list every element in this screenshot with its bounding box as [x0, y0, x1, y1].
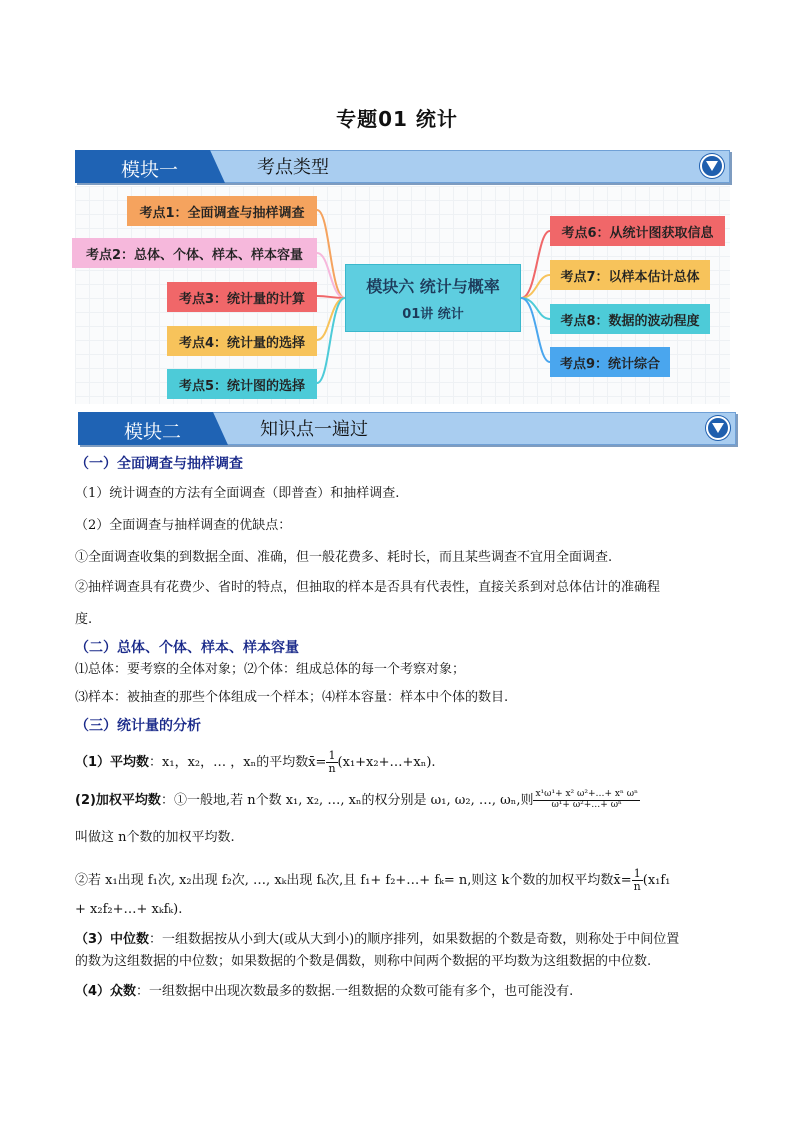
section-heading-3: （三）统计量的分析	[75, 718, 201, 734]
fraction	[632, 868, 643, 893]
fraction	[533, 790, 640, 811]
topic-node-9: 考点9：统计综合	[550, 347, 670, 377]
mind-map	[75, 186, 730, 404]
module-banner-2	[78, 412, 736, 445]
paragraph: （1）统计调查的方法有全面调查（即普查）和抽样调查.	[75, 486, 400, 501]
mean-definition	[75, 750, 735, 775]
section-heading-1: （一）全面调查与抽样调查	[75, 456, 243, 472]
topic-node-4: 考点4：统计量的选择	[167, 326, 317, 356]
denominator: ω¹+ ω²+…+ ωⁿ	[551, 799, 622, 810]
center-title: 模块六 统计与概率	[366, 277, 500, 296]
term-label: （1）平均数	[75, 755, 150, 771]
weighted-mean-definition	[75, 790, 735, 811]
definition-text: ：①一般地,若 n个数 x₁, x₂, …, xₙ的权分别是 ω₁, ω₂, …, ωₙ,则	[160, 792, 534, 808]
topic-node-3: 考点3：统计量的计算	[167, 282, 317, 312]
numerator: x¹ω¹+ x² ω²+…+ xⁿ ωⁿ	[535, 789, 638, 799]
module-banner-1	[75, 150, 730, 183]
term-label: （4）众数	[75, 984, 137, 999]
topic-node-7: 考点7：以样本估计总体	[550, 260, 710, 290]
page-title: 专题01 统计	[336, 107, 458, 131]
paragraph: ⑶样本：被抽查的那些个体组成一个样本；⑷样本容量：样本中个体的数目.	[75, 690, 509, 705]
paragraph: 叫做这 n个数的加权平均数.	[75, 830, 235, 845]
paragraph: ⑴总体：要考察的全体对象；⑵个体：组成总体的每一个考察对象；	[75, 662, 466, 677]
topic-node-1: 考点1：全面调查与抽样调查	[127, 196, 317, 226]
center-subtitle: 01讲 统计	[402, 307, 464, 322]
paragraph: 度.	[75, 612, 93, 627]
paragraph: ②抽样调查具有花费少、省时的特点，但抽取的样本是否具有代表性，直接关系到对总体估计的准确程	[75, 580, 661, 595]
median-definition	[75, 930, 735, 950]
module-tag: 模块二	[124, 421, 182, 443]
paragraph: ①全面调查收集的到数据全面、准确，但一般花费多、耗时长，而且某些调查不宜用全面调查.	[75, 550, 613, 565]
definition-text: (x₁+x₂+…+xₙ).	[337, 755, 436, 771]
term-label: (2)加权平均数	[75, 792, 161, 808]
mind-map-center	[345, 264, 521, 332]
topic-node-6: 考点6：从统计图获取信息	[550, 216, 725, 246]
definition-text: ：x₁，x₂，… ，xₙ的平均数x̄=	[149, 755, 327, 771]
numerator: 1	[632, 868, 643, 881]
paragraph: 的数为这组数据的中位数；如果数据的个数是偶数，则称中间两个数据的平均数为这组数据的中位数.	[75, 954, 652, 969]
weighted-mean-frequency	[75, 868, 735, 893]
mode-definition	[75, 982, 735, 1002]
module-tag: 模块一	[121, 159, 179, 181]
module-label: 知识点一遍过	[260, 419, 368, 440]
term-label: （3）中位数	[75, 932, 150, 947]
numerator: 1	[326, 750, 337, 763]
topic-node-8: 考点8：数据的波动程度	[550, 304, 710, 334]
definition-text: (x₁f₁	[642, 873, 671, 889]
fraction	[326, 750, 337, 775]
chevron-down-icon[interactable]	[706, 416, 730, 440]
definition-text: ②若 x₁出现 f₁次, x₂出现 f₂次, …, xₖ出现 fₖ次,且 f₁+ f₂+…+ fₖ= n,则这 k个数的加权平均数x̄=	[75, 873, 632, 889]
topic-node-2: 考点2：总体、个体、样本、样本容量	[72, 238, 317, 268]
topic-node-5: 考点5：统计图的选择	[167, 369, 317, 399]
chevron-down-icon[interactable]	[700, 154, 724, 178]
section-heading-2: （二）总体、个体、样本、样本容量	[75, 640, 299, 656]
paragraph: （2）全面调查与抽样调查的优缺点：	[75, 518, 292, 533]
denominator: n	[633, 880, 641, 894]
paragraph: + x₂f₂+…+ xₖfₖ).	[75, 902, 183, 917]
denominator: n	[328, 762, 336, 776]
definition-text: ：一组数据中出现次数最多的数据.一组数据的众数可能有多个，也可能没有.	[136, 984, 574, 999]
module-label: 考点类型	[257, 157, 329, 178]
definition-text: ：一组数据按从小到大(或从大到小)的顺序排列，如果数据的个数是奇数，则称处于中间位置	[149, 932, 680, 947]
